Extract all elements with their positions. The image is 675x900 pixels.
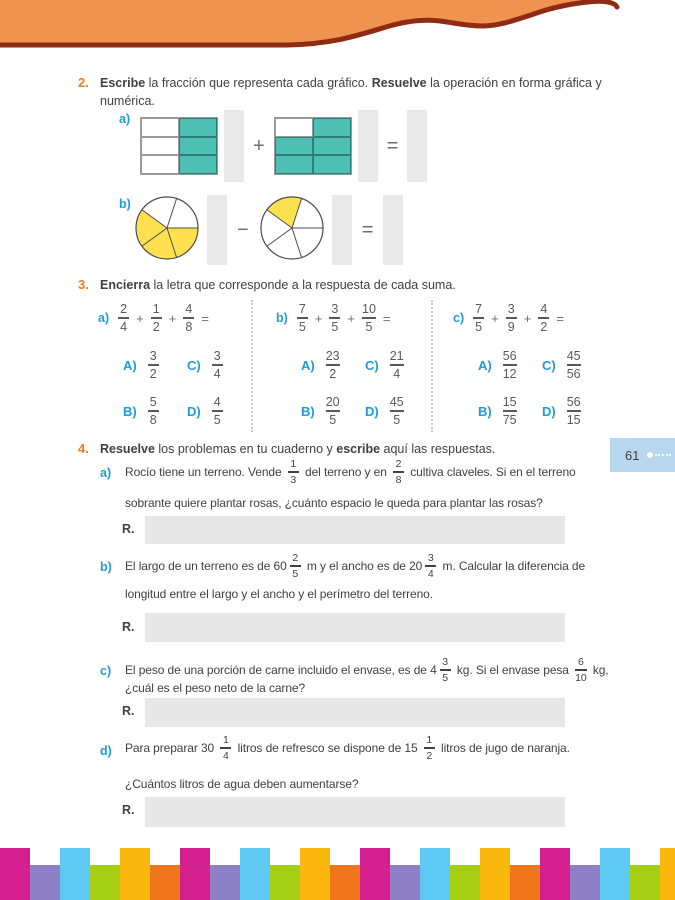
exercise-3-column-b [276, 296, 406, 428]
answer-label-c: R. [122, 704, 135, 718]
sum-expression-b: b) $\frac{7}{5}$ + $\frac{3}{5}$ + $\frac{10}{5}$ = [276, 301, 391, 334]
option-C[interactable]: C) $\frac{45}{56}$ [542, 348, 581, 381]
options-c [478, 348, 583, 428]
footer-bar [570, 865, 600, 900]
footer-bar [120, 848, 150, 900]
footer-bar [0, 848, 30, 900]
page-number-badge [610, 438, 675, 472]
exercise-3-column-c [453, 296, 583, 428]
problem-d-line-1: Para preparar 30 $\frac{1}{4}$ litros de refresco se dispone de 15 $\frac{1}{2}$ litros de jugo de naranja. [125, 733, 570, 762]
problem-b-label: b) [100, 560, 112, 574]
badge-dotted-line [655, 454, 671, 456]
grid-cell [313, 155, 351, 174]
exercise-2-title-line-1: Escribe la fracción que representa cada gráfico. Resuelve la operación en forma gráfica y [100, 76, 602, 90]
option-B[interactable]: B) $\frac{20}{5}$ [301, 394, 340, 427]
grid-cell [179, 155, 217, 174]
minus-sign: − [237, 218, 249, 241]
option-A[interactable]: A) $\frac{56}{12}$ [478, 348, 517, 381]
exercise-3-title: Encierra la letra que corresponde a la respuesta de cada suma. [100, 278, 456, 292]
options-a [123, 348, 225, 428]
footer-bar [90, 865, 120, 900]
answer-box-b[interactable] [145, 613, 565, 642]
item-2b-row [134, 194, 403, 266]
footer-bar [480, 848, 510, 900]
answer-label-b: R. [122, 620, 135, 634]
option-A[interactable]: A) $\frac{3}{2}$ [123, 348, 187, 382]
problem-b-line-2: longitud entre el largo y el ancho y el perímetro del terreno. [125, 587, 433, 601]
footer-bar [420, 848, 450, 900]
exercise-2-title-line-2: numérica. [100, 94, 155, 108]
footer-bar [600, 848, 630, 900]
item-2a-row [140, 110, 427, 182]
problem-b-line-1: El largo de un terreno es de 60 $\frac{2}{5}$ m y el ancho es de 20 $\frac{3}{4}$ m. Calcular la diferencia de [125, 551, 586, 580]
fraction-circle-2 [259, 195, 325, 266]
footer-bar [330, 865, 360, 900]
grid-cell [313, 137, 351, 156]
exercise-3-column-a [98, 296, 225, 428]
answer-slot[interactable] [224, 110, 244, 182]
footer-bar [390, 865, 420, 900]
grid-cell [179, 118, 217, 137]
grid-cell [275, 155, 313, 174]
equals-sign: = [361, 218, 374, 241]
grid-cell [141, 118, 179, 137]
exercise-3-number: 3. [78, 277, 89, 292]
grid-cell [313, 118, 351, 137]
problem-c-line-2: ¿cuál es el peso neto de la carne? [125, 681, 306, 695]
footer-bar [180, 848, 210, 900]
problem-a-line-2: sobrante quiere plantar rosas, ¿cuánto espacio le queda para plantar las rosas? [125, 496, 543, 510]
problem-d-label: d) [100, 744, 112, 758]
options-b [301, 348, 406, 428]
answer-slot[interactable] [358, 110, 378, 182]
footer-bar [540, 848, 570, 900]
footer-bar [30, 865, 60, 900]
answer-slot[interactable] [332, 195, 352, 265]
answer-label-a: R. [122, 522, 135, 536]
grid-cell [275, 118, 313, 137]
problem-d-line-2: ¿Cuántos litros de agua deben aumentarse? [125, 777, 359, 791]
grid-cell [275, 137, 313, 156]
answer-box-a[interactable] [145, 516, 565, 544]
badge-dot [647, 452, 653, 458]
option-B[interactable]: B) $\frac{5}{8}$ [123, 394, 187, 428]
exercise-2-number: 2. [78, 75, 89, 90]
footer-bar [240, 848, 270, 900]
option-B[interactable]: B) $\frac{15}{75}$ [478, 394, 517, 427]
option-D[interactable]: D) $\frac{45}{5}$ [365, 394, 404, 427]
top-banner-wave [0, 0, 675, 58]
grid-cell [179, 137, 217, 156]
problem-c-label: c) [100, 664, 112, 678]
grid-cell [141, 137, 179, 156]
problem-a-label: a) [100, 466, 112, 480]
footer-bar [450, 865, 480, 900]
option-A[interactable]: A) $\frac{23}{2}$ [301, 348, 340, 381]
exercise-4-number: 4. [78, 441, 89, 456]
column-separator [251, 300, 253, 432]
footer-bar [660, 848, 675, 900]
column-separator [431, 300, 433, 432]
footer-bar [150, 865, 180, 900]
fraction-grid-1 [140, 117, 218, 175]
item-2a-label: a) [119, 112, 131, 126]
option-C[interactable]: C) $\frac{21}{4}$ [365, 348, 404, 381]
footer-bar [300, 848, 330, 900]
equals-sign: = [386, 134, 399, 157]
footer-bar [210, 865, 240, 900]
answer-box-c[interactable] [145, 698, 565, 727]
problem-c-line-1: El peso de una porción de carne incluido el envase, es de 4 $\frac{3}{5}$ kg. Si el envase pesa $\frac{6}{10}$ kg, [125, 655, 609, 684]
problem-a-line-1: Rocío tiene un terreno. Vende $\frac{1}{3}$ del terreno y en $\frac{2}{8}$ cultiva claveles. Si en el terreno [125, 457, 576, 486]
answer-slot[interactable] [407, 110, 427, 182]
fraction-circle-1 [134, 195, 200, 266]
answer-label-d: R. [122, 803, 135, 817]
sum-expression-c: c) $\frac{7}{5}$ + $\frac{3}{9}$ + $\frac{4}{2}$ = [453, 301, 564, 334]
footer-bar [510, 865, 540, 900]
answer-slot[interactable] [207, 195, 227, 265]
footer-bar [60, 848, 90, 900]
plus-sign: + [253, 134, 265, 157]
answer-box-d[interactable] [145, 797, 565, 827]
footer-bar [270, 865, 300, 900]
footer-bar [360, 848, 390, 900]
grid-cell [141, 155, 179, 174]
option-D[interactable]: D) $\frac{56}{15}$ [542, 394, 581, 427]
footer-bar [630, 865, 660, 900]
page-number: 61 [625, 447, 640, 463]
item-2b-label: b) [119, 197, 131, 211]
sum-expression-a: a) $\frac{2}{4}$ + $\frac{1}{2}$ + $\frac{4}{8}$ = [98, 301, 209, 334]
fraction-grid-2 [274, 117, 352, 175]
exercise-4-title: Resuelve los problemas en tu cuaderno y escribe aquí las respuestas. [100, 442, 496, 456]
answer-slot[interactable] [383, 195, 403, 265]
option-D[interactable]: D) $\frac{4}{5}$ [187, 394, 225, 428]
option-C[interactable]: C) $\frac{3}{4}$ [187, 348, 225, 382]
